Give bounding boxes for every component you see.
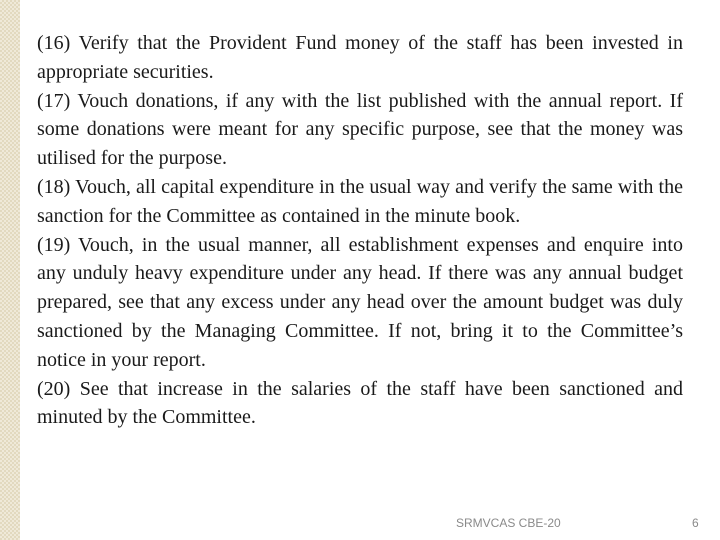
paragraph-18: (18) Vouch, all capital expenditure in the usual way and verify the same with the sanction for the Committee as contained in the minute book. [37, 175, 683, 227]
paragraph-20: (20) See that increase in the salaries of the staff have been sanctioned and minuted by the Committee. [37, 377, 683, 429]
paragraph-19: (19) Vouch, in the usual manner, all establishment expenses and enquire into any unduly heavy expenditure under any head. If there was any annual budget prepared, see that any excess under any head over the amount budget was duly sanctioned by the Managing Committee. If not, bring it to the Committee’s notice in your report. [37, 233, 683, 371]
slide-footer: SRMVCAS CBE-20 [456, 516, 561, 530]
page-number: 6 [692, 516, 699, 530]
decorative-side-strip [0, 0, 20, 540]
paragraph-16: (16) Verify that the Provident Fund money of the staff has been invested in appropriate securities. [37, 32, 683, 83]
slide-body [37, 29, 683, 432]
paragraph-17: (17) Vouch donations, if any with the list published with the annual report. If some donations were meant for any specific purpose, see that the money was utilised for the purpose. [37, 89, 683, 170]
